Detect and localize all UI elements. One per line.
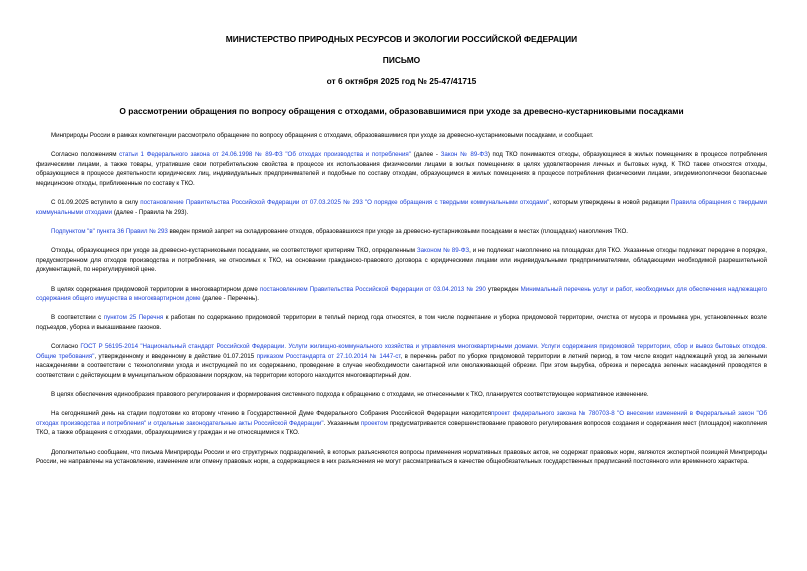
- link-subparagraph-36[interactable]: Подпунктом "в" пункта 36 Правил № 293: [51, 227, 168, 235]
- text-run: В целях обеспечения единообразия правового регулирования и формирования системного подхода к обращению с отходами, не отнесенными к ТКО, планируется соответствующее нормативное изменение.: [51, 391, 649, 399]
- text-run: , в перечень работ по уборке придомовой территории в летний период, в том числе входит надлежащий уход за зелеными насаждениями в соответствии с технологиями ухода и инструкцией по их содержанию, проведение в случае необходимости санитарной или омолаживающей обрезки. При этом вырубка, обрезка и пересадка зеленых насаждений проводятся в соответствии с действующим в муниципальном образовании порядком, на территории которого находится многоквартирный дом.: [36, 352, 768, 379]
- paragraph-3: [36, 198, 767, 217]
- paragraph-5: [36, 246, 767, 275]
- text-run: утвержден: [485, 285, 521, 293]
- text-run: Согласно: [51, 343, 81, 351]
- text-run: . Указанным: [323, 419, 361, 427]
- link-rules-tko[interactable]: Правила обращения с твердыми коммунальными отходами: [36, 199, 767, 216]
- text-run: На сегодняшний день на стадии подготовки ко второму чтению в Государственной Думе Федерального Собрания Российской Федерации находится: [51, 410, 491, 418]
- paragraph-11: [36, 448, 767, 467]
- paragraph-2: [36, 150, 767, 188]
- paragraph-6: [36, 285, 767, 304]
- link-minimal-list[interactable]: Минимальный перечень услуг и работ, необходимых для обеспечения надлежащего содержания общего имущества в многоквартирном доме: [36, 285, 768, 303]
- link-item-25[interactable]: пунктом 25 Перечня: [103, 314, 164, 322]
- text-run: (далее - Перечень).: [200, 295, 259, 303]
- paragraph-9: [36, 390, 767, 400]
- link-law-89fz-2[interactable]: Законом № 89-ФЗ: [416, 247, 470, 255]
- link-bill-780703-8[interactable]: проект федерального закона № 780703-8 "О внесении изменений в Федеральный закон "Об отходах производства и потребления" и отдельные законодательные акты Российской Федерации": [36, 410, 768, 427]
- link-decree-293[interactable]: постановление Правительства Российской Федерации от 07.03.2025 № 293 "О порядке обращения с твердыми коммунальными отходами": [140, 199, 550, 207]
- paragraph-7: [36, 313, 767, 332]
- letter-body: [36, 131, 767, 467]
- paragraph-1: [36, 131, 767, 141]
- text-run: В соответствии с: [51, 314, 104, 322]
- link-rosstandart-order[interactable]: приказом Росстандарта от 27.10.2014 № 1447-ст: [256, 352, 401, 360]
- link-decree-290[interactable]: постановлением Правительства Российской Федерации от 03.04.2013 № 290: [259, 285, 486, 293]
- link-bill[interactable]: проектом: [360, 419, 388, 427]
- text-run: Минприроды России в рамках компетенции рассмотрело обращение по вопросу обращения с отходами, образовавшимися при уходе за древесно-кустарниковыми посадками, и сообщает.: [51, 132, 594, 139]
- link-gost-56195[interactable]: ГОСТ Р 56195-2014 "Национальный стандарт Российской Федерации. Услуги жилищно-коммунального хозяйства и управления многоквартирными домами. Услуги содержания придомовой территории, сбор и вывоз бытовых отходов. Общие требования": [36, 343, 767, 360]
- text-run: Дополнительно сообщаем, что письма Минприроды России и его структурных подразделений, в которых разъясняются вопросы применения нормативных правовых актов, не содержат правовых норм, являются экспертной позицией Минприроды России, не направлены на установление, изменение или отмену правовых норм, а содержащиеся в них разъяснения не могут рассматриваться в качестве общеобязательных государственных предписаний постоянного или временного характера.: [36, 448, 767, 466]
- text-run: предусматривается совершенствование правового регулирования вопросов создания и содержания мест (площадок) накопления ТКО, а также обращения с отходами, образующимися у граждан и не относящимися к ТКО.: [36, 419, 768, 437]
- paragraph-10: [36, 409, 767, 438]
- document-subject: О рассмотрении обращения по вопросу обращения с отходами, образовавшимися при уходе за древесно-кустарниковыми посадками: [119, 106, 684, 116]
- text-run: В целях содержания придомовой территории в многоквартирном доме: [51, 285, 260, 293]
- document-date-number: от 6 октября 2025 год № 25-47/41715: [326, 76, 477, 86]
- text-run: к работам по содержанию придомовой территории в теплый период года относятся, в том числе подметание и уборка придомовой территории, очистка от мусора и промывка урн, установленных возле подъездов, уборка и выкашивание газонов.: [36, 314, 767, 331]
- paragraph-4: [36, 227, 767, 237]
- paragraph-8: [36, 342, 767, 380]
- ministry-name: МИНИСТЕРСТВО ПРИРОДНЫХ РЕСУРСОВ И ЭКОЛОГИИ РОССИЙСКОЙ ФЕДЕРАЦИИ: [225, 34, 578, 44]
- text-run: (далее - Правила № 293).: [112, 208, 189, 216]
- text-run: , утвержденному и введенному в действие 01.07.2015: [94, 352, 257, 360]
- document-kind: ПИСЬМО: [382, 55, 421, 65]
- link-law-89fz-article-1[interactable]: статьи 1 Федерального закона от 24.06.1998 № 89-ФЗ "Об отходах производства и потребления": [119, 151, 411, 159]
- text-run: , которым утверждены в новой редакции: [549, 199, 672, 207]
- text-run: , и не подлежат накоплению на площадках для ТКО. Указанные отходы подлежат передаче в порядке, предусмотренном для отходов производства и потребления, не относимых к ТКО, на основании гражданско-правового договора с юридическими лицами или индивидуальными предпринимателями, обладающими необходимой разрешительной документацией, по нерегулируемой цене.: [36, 247, 767, 274]
- text-run: Отходы, образующиеся при уходе за древесно-кустарниковыми посадками, не соответствуют критериям ТКО, определенным: [51, 247, 417, 255]
- text-run: (далее -: [410, 151, 441, 159]
- text-run: С 01.09.2025 вступило в силу: [51, 199, 141, 207]
- text-run: введен прямой запрет на складирование отходов, образовавшихся при уходе за древесно-кустарниковыми посадками в местах (площадках) накопления ТКО.: [167, 227, 628, 235]
- text-run: ) под ТКО понимаются отходы, образующиеся в жилых помещениях в процессе потребления физическими лицами, а также товары, утратившие свои потребительские свойства в процессе их использования физическими лицами в жилых помещениях в целях удовлетворения личных и бытовых нужд. К ТКО также относятся отходы, образующиеся в процессе деятельности юридических лиц, индивидуальных предпринимателей и подобные по составу отходам, образующимся в жилых помещениях в процессе потребления физическими лицами, эпидемиологически безопасные медицинские отходы, приближенные по составу к ТКО.: [36, 151, 767, 187]
- text-run: Согласно положениям: [51, 151, 120, 159]
- link-law-89fz[interactable]: Закон № 89-ФЗ: [440, 151, 488, 159]
